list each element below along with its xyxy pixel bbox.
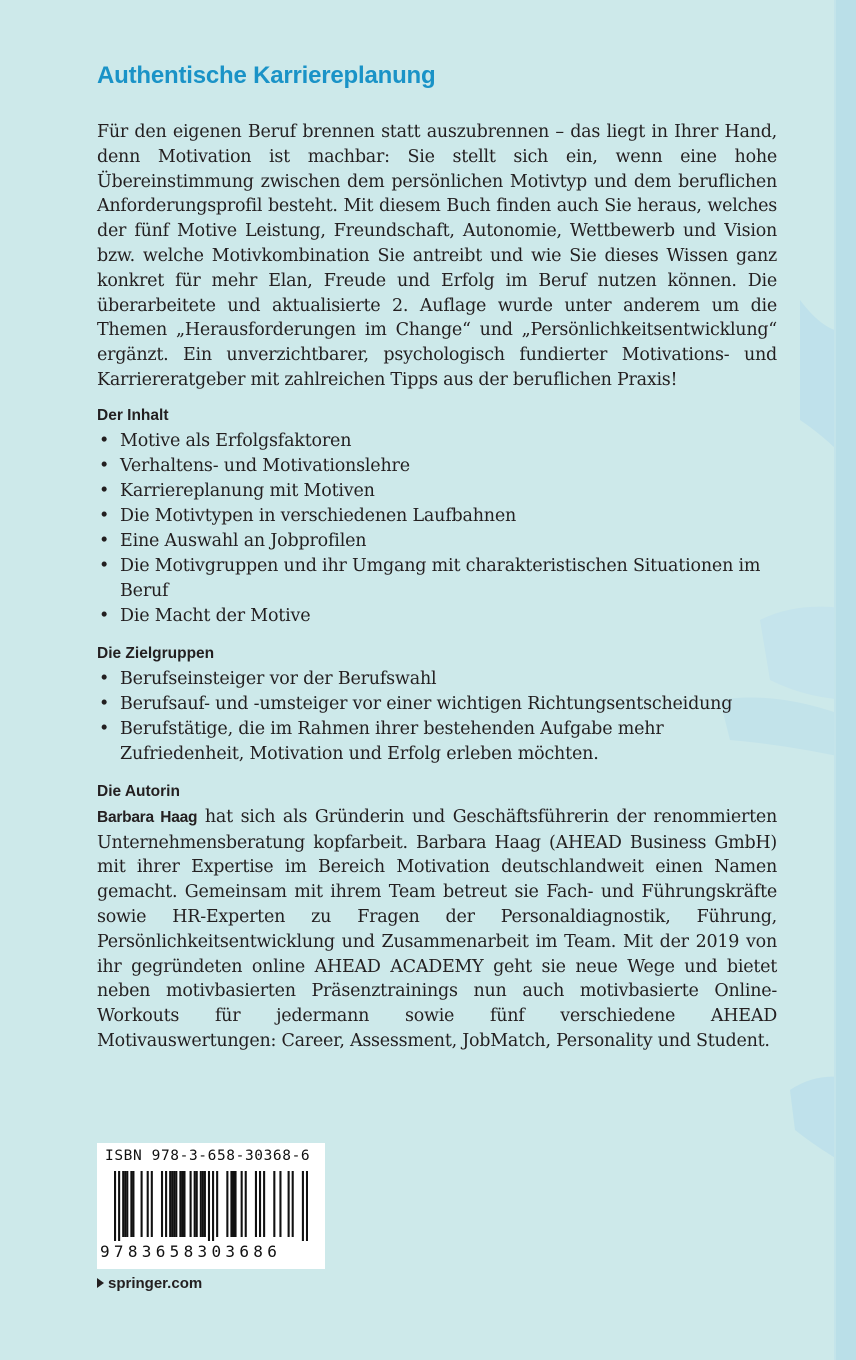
barcode-bar (259, 1171, 261, 1237)
barcode-bar (175, 1171, 177, 1237)
publisher-link[interactable] (97, 1275, 202, 1292)
barcode-bar (171, 1171, 173, 1237)
barcode-bars (114, 1171, 308, 1241)
barcode-bar (190, 1171, 192, 1237)
barcode-bar (241, 1171, 243, 1237)
back-cover-text (97, 62, 777, 1054)
list-item: • Die Motivgruppen und ihr Umgang mit charakteristischen Situationen im Beruf (99, 555, 761, 601)
list-item: • Eine Auswahl an Jobprofilen (99, 530, 367, 551)
barcode-bar (208, 1171, 210, 1241)
barcode-bar (288, 1171, 290, 1237)
barcode-bar (234, 1171, 236, 1237)
barcode-bar (151, 1171, 153, 1237)
barcode-bar (230, 1171, 232, 1237)
barcode-bar (255, 1171, 257, 1237)
inhalt-list (97, 429, 777, 629)
barcode-bar (279, 1171, 281, 1237)
barcode-bar (245, 1171, 247, 1237)
barcode-bar (183, 1171, 185, 1237)
barcode-bar (173, 1171, 175, 1237)
barcode-bar (124, 1171, 126, 1237)
barcode-bar (169, 1171, 171, 1237)
zielgruppen-list (97, 667, 777, 767)
section-heading-zielgruppen: Die Zielgruppen (97, 644, 215, 662)
barcode-bar (200, 1171, 202, 1237)
barcode-bar (181, 1171, 183, 1237)
barcode-bar (132, 1171, 134, 1237)
list-item: • Die Motivtypen in verschiedenen Laufbahnen (99, 505, 517, 526)
barcode-bar (216, 1171, 218, 1237)
author-bio (97, 805, 777, 1054)
barcode-bar (165, 1171, 167, 1237)
barcode-bar (179, 1171, 181, 1237)
barcode-bar (130, 1171, 132, 1237)
barcode-bar (194, 1171, 196, 1237)
barcode-bar (212, 1171, 214, 1241)
barcode-bar (118, 1171, 120, 1241)
list-item: • Berufstätige, die im Rahmen ihrer bestehenden Aufgabe mehr Zufriedenheit, Motivation und Erfolg erleben möchten. (99, 718, 664, 764)
list-item: • Die Macht der Motive (99, 605, 311, 626)
list-item: • Motive als Erfolgsfaktoren (99, 430, 352, 451)
author-text: hat sich als Gründerin und Geschäftsführerin der renommierten Unternehmensberatung kopfarbeit. Barbara Haag (AHEAD Business GmbH) mit ihrer Expertise im Bereich Motivation deutschlandweit einen Namen gemacht. Gemeinsam mit ihrem Team betreut sie Fach- und Führungskräfte sowie HR-Experten zu Fragen der Personaldiagnostik, Führung, Persönlichkeitsentwicklung und Zusammenarbeit im Team. Mit der 2019 von ihr gegründeten online AHEAD ACADEMY geht sie neue Wege und bietet neben motivbasierten Präsenztrainings nun auch motivbasierte Online-Workouts für jedermann sowie fünf verschiedene AHEAD Motivauswertungen: Career, Assessment, JobMatch, Personality und Student. (97, 806, 777, 1051)
list-item: • Verhaltens- und Motivationslehre (99, 455, 410, 476)
barcode-bar (147, 1171, 149, 1237)
barcode-bar (232, 1171, 234, 1237)
section-heading-autorin: Die Autorin (97, 782, 180, 800)
barcode-bar (306, 1171, 308, 1241)
barcode-bar (204, 1171, 206, 1237)
barcode-bar (302, 1171, 304, 1241)
intro-paragraph: Für den eigenen Beruf brennen statt auszubrennen – das liegt in Ihrer Hand, denn Motivation ist machbar: Sie stellt sich ein, wenn eine hohe Übereinstimmung zwischen dem persönlichen Motivtyp und dem beruflichen Anforderungsprofil besteht. Mit diesem Buch finden auch Sie heraus, welches der fünf Motive Leistung, Freundschaft, Autonomie, Wettbewerb und Vision bzw. welche Motivkombination Sie antreibt und wie Sie dieses Wissen ganz konkret für mehr Elan, Freude und Erfolg im Beruf nutzen können. Die überarbeitete und aktualisierte 2. Auflage wurde unter anderem um die Themen „Herausforderungen im Change“ und „Persönlichkeitsentwicklung“ ergänzt. Ein unverzichtbarer, psychologisch fundierter Motivations- und Karriereratgeber mit zahlreichen Tipps aus der beruflichen Praxis! (97, 122, 777, 390)
barcode-bar (126, 1171, 128, 1237)
barcode-bar (141, 1171, 143, 1237)
barcode-bar (161, 1171, 163, 1237)
isbn-barcode (97, 1143, 325, 1269)
author-name: Barbara Haag (97, 808, 198, 826)
barcode-bar (263, 1171, 265, 1237)
list-item: • Berufsauf- und -umsteiger vor einer wichtigen Richtungsentscheidung (99, 693, 733, 714)
barcode-bar (226, 1171, 228, 1237)
barcode-bar (122, 1171, 124, 1237)
isbn-number: ISBN 978-3-658-30368-6 (105, 1148, 311, 1164)
barcode-bar (196, 1171, 198, 1237)
barcode-bar (202, 1171, 204, 1237)
barcode-bar (292, 1171, 294, 1237)
section-heading-inhalt: Der Inhalt (97, 406, 169, 424)
barcode-bar (273, 1171, 275, 1237)
play-arrow-icon (97, 1278, 104, 1288)
barcode-bar (114, 1171, 116, 1241)
ean-digits: 9783658303686 (100, 1242, 282, 1261)
list-item: • Karriereplanung mit Motiven (99, 480, 375, 501)
page-title: Authentische Karriereplanung (97, 62, 436, 89)
publisher-url: springer.com (108, 1275, 203, 1292)
list-item: • Berufseinsteiger vor der Berufswahl (99, 668, 437, 689)
